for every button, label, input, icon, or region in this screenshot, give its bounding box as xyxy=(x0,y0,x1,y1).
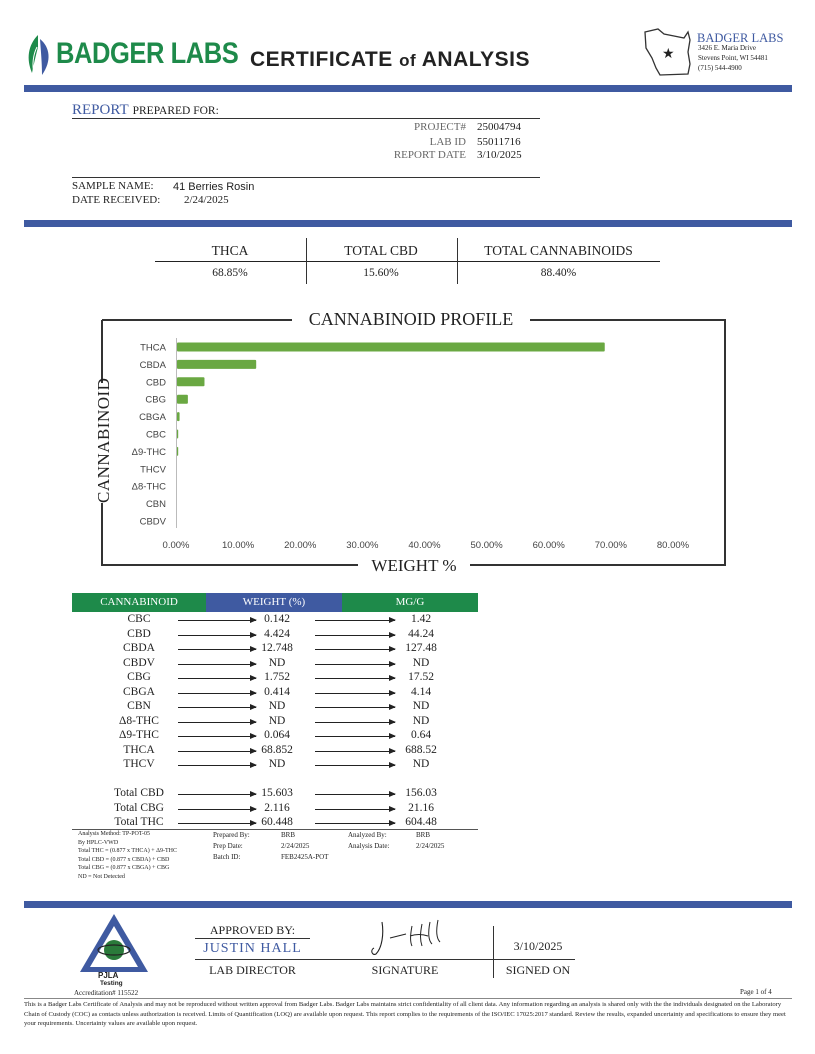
table-header-mgg: MG/G xyxy=(342,593,478,612)
weight-value: 0.142 xyxy=(264,613,290,625)
arrow-icon xyxy=(315,693,395,694)
chart-title: CANNABINOID PROFILE xyxy=(292,309,530,330)
chart-category-label: THCV xyxy=(140,464,166,476)
report-heading-rule xyxy=(72,118,540,119)
cannabinoid-name: CBDV xyxy=(123,656,155,669)
weight-value: ND xyxy=(268,714,286,727)
signed-date: 3/10/2025 xyxy=(513,939,563,953)
arrow-icon xyxy=(315,751,395,752)
pjla-label: PJLA xyxy=(98,971,119,980)
analysis-note-line: Total THC = (0.877 x THCA) + Δ9-THC xyxy=(78,848,177,854)
chart-bar xyxy=(177,377,204,386)
title-of: of xyxy=(399,51,417,70)
chart-category-label: Δ9-THC xyxy=(131,446,166,458)
title-main: CERTIFICATE xyxy=(250,48,393,71)
approval-top-rule xyxy=(195,938,310,939)
table-row xyxy=(72,715,478,730)
mgg-value: ND xyxy=(412,714,430,727)
mgg-value: ND xyxy=(412,758,430,770)
signed-on-label: SIGNED ON xyxy=(505,963,571,977)
chart-bar xyxy=(177,430,178,439)
arrow-icon xyxy=(315,765,395,766)
pjla-testing: Testing xyxy=(100,980,123,987)
cannabinoid-name: CBC xyxy=(127,613,151,625)
sample-name-value: 41 Berries Rosin xyxy=(173,181,255,193)
table-row xyxy=(72,613,478,628)
arrow-icon xyxy=(315,722,395,723)
svg-text:★: ★ xyxy=(662,46,675,62)
mgg-value: 44.24 xyxy=(408,627,434,640)
summary-thca-value: 68.85% xyxy=(212,267,248,279)
prepared-by-label: Prepared By: xyxy=(213,831,250,839)
cannabinoid-name: Δ8-THC xyxy=(119,714,159,727)
analysis-note-line: Analysis Method: TP-POT-05 xyxy=(78,831,151,837)
wisconsin-map-icon xyxy=(642,26,696,78)
director-role: LAB DIRECTOR xyxy=(209,963,296,977)
arrow-icon xyxy=(178,620,256,621)
arrow-icon xyxy=(315,664,395,665)
mgg-value: 1.42 xyxy=(410,613,432,625)
mgg-value: 688.52 xyxy=(405,743,437,756)
mgg-value: 21.16 xyxy=(408,801,434,814)
footer-disclaimer: This is a Badger Labs Certificate of Analysis and may not be reproduced without written approval from Badger Labs. Badger Labs maintains strict confidentiality of all client data. Any information regarding an analysis is shared only with the the individuals designated on the Laboratory Chain of Custody (COC) as contacts unless authorization is received. Limits of Quantification (LOQ) are available upon request. This report complies to the requirements of the ISO/IEC 17025:2017 standard. Review the results, expanded uncertainty and specifications to ensure they meet your requirements. Uncertainty values are available upon request. xyxy=(24,1001,786,1027)
chart-category-label: CBDV xyxy=(139,516,166,528)
cannabinoid-name: CBGA xyxy=(123,685,155,698)
batch-value: FEB2425A-POT xyxy=(281,853,329,861)
summary-cbd-value: 15.60% xyxy=(363,267,399,279)
analysis-note-line: Total CBG = (0.877 x CBGA) + CBG xyxy=(78,865,170,871)
table-header-weight: WEIGHT (%) xyxy=(206,593,342,612)
date-received-label: DATE RECEIVED: xyxy=(72,194,161,206)
summary-thca-label: THCA xyxy=(211,243,249,258)
cannabinoid-name: CBD xyxy=(127,627,151,640)
table-row xyxy=(72,802,478,817)
mgg-value: ND xyxy=(412,656,430,669)
chart-bar xyxy=(177,360,256,369)
report-heading-report: REPORT xyxy=(72,102,129,118)
report-info-rule xyxy=(72,177,540,178)
analysis-notes xyxy=(78,830,218,881)
cannabinoid-name: CBG xyxy=(127,671,151,683)
analyzed-by-value: BRB xyxy=(416,831,431,839)
table-row xyxy=(72,758,478,773)
cannabinoid-name: Total THC xyxy=(114,816,164,828)
chart-category-label: CBN xyxy=(145,499,166,511)
report-divider xyxy=(24,220,792,227)
table-row xyxy=(72,787,478,802)
chart-x-tick-label: 20.00% xyxy=(284,540,317,551)
table-row xyxy=(72,671,478,686)
project-value: 25004794 xyxy=(477,121,521,133)
arrow-icon xyxy=(178,809,256,810)
cannabinoid-name: Δ9-THC xyxy=(119,729,159,741)
weight-value: 0.414 xyxy=(264,685,290,698)
mgg-value: 0.64 xyxy=(410,729,432,741)
chart-x-label: WEIGHT % xyxy=(358,556,470,576)
arrow-icon xyxy=(178,794,256,795)
chart-category-label: CBC xyxy=(145,429,166,441)
arrow-icon xyxy=(315,736,395,737)
mgg-value: 604.48 xyxy=(405,816,437,828)
sample-name-label: SAMPLE NAME: xyxy=(72,180,154,192)
chart-bar xyxy=(177,447,178,456)
summary-cbd-label: TOTAL CBD xyxy=(344,243,418,258)
chart-category-label: CBG xyxy=(145,394,166,406)
date-received-value: 2/24/2025 xyxy=(184,194,229,206)
accreditation-number: Accreditation# 115522 xyxy=(74,989,139,997)
weight-value: 12.748 xyxy=(261,642,293,654)
summary-total-label: TOTAL CANNABINOIDS xyxy=(484,243,633,258)
chart-y-label: CANNABINOID xyxy=(94,377,113,503)
chart-x-tick-label: 80.00% xyxy=(656,540,690,551)
signature-label: SIGNATURE xyxy=(371,963,439,977)
cannabinoid-name: CBN xyxy=(127,700,151,712)
mgg-value: 127.48 xyxy=(405,642,437,654)
approval-divider xyxy=(24,901,792,908)
arrow-icon xyxy=(178,765,256,766)
chart-x-tick-label: 0.00% xyxy=(162,540,190,551)
chart-x-tick-label: 30.00% xyxy=(346,540,379,551)
analysis-date-value: 2/24/2025 xyxy=(416,842,445,850)
weight-value: 1.752 xyxy=(264,671,290,683)
chart-x-tick-label: 10.00% xyxy=(222,540,255,551)
analysis-note-line: Total CBD = (0.877 x CBDA) + CBD xyxy=(78,856,170,863)
weight-value: 0.064 xyxy=(264,729,290,741)
chart-bar xyxy=(177,343,605,352)
report-date-label: REPORT DATE xyxy=(393,149,466,161)
analysis-date-label: Analysis Date: xyxy=(348,842,390,850)
labid-value: 55011716 xyxy=(477,136,521,148)
table-row xyxy=(72,642,478,657)
chart-category-label: CBDA xyxy=(139,359,166,371)
title-end: ANALYSIS xyxy=(421,48,530,71)
mgg-value: 17.52 xyxy=(408,671,434,683)
chart-x-tick-label: 50.00% xyxy=(470,540,503,551)
arrow-icon xyxy=(178,736,256,737)
mgg-value: ND xyxy=(412,700,430,712)
table-row xyxy=(72,700,478,715)
report-date-value: 3/10/2025 xyxy=(477,149,522,161)
cannabinoid-name: THCA xyxy=(123,743,155,756)
mgg-value: 156.03 xyxy=(405,787,437,799)
report-heading-rest: PREPARED FOR: xyxy=(132,105,219,117)
lab-address-2: Stevens Point, WI 54481 xyxy=(698,54,768,62)
arrow-icon xyxy=(315,794,395,795)
page-number: Page 1 of 4 xyxy=(740,988,772,996)
table-row xyxy=(72,628,478,643)
lab-phone: (715) 544-4900 xyxy=(698,64,742,72)
chart-frame xyxy=(102,320,725,565)
summary-total-value: 88.40% xyxy=(540,267,577,279)
arrow-icon xyxy=(178,722,256,723)
arrow-icon xyxy=(315,620,395,621)
chart-x-tick-label: 70.00% xyxy=(594,540,627,551)
arrow-icon xyxy=(315,707,395,708)
table-row xyxy=(72,657,478,672)
arrow-icon xyxy=(178,823,256,824)
arrow-icon xyxy=(178,649,256,650)
chart-category-label: THCA xyxy=(140,342,166,354)
arrow-icon xyxy=(178,635,256,636)
chart-category-label: CBGA xyxy=(139,412,166,424)
weight-value: 68.852 xyxy=(261,743,293,756)
weight-value: 15.603 xyxy=(261,787,293,799)
lab-address-1: 3426 E. Maria Drive xyxy=(698,44,756,52)
arrow-icon xyxy=(178,664,256,665)
arrow-icon xyxy=(178,707,256,708)
header-divider xyxy=(24,85,792,92)
chart-category-label: CBD xyxy=(145,377,166,389)
prep-date-label: Prep Date: xyxy=(213,842,243,850)
prep-date-value: 2/24/2025 xyxy=(281,842,310,850)
weight-value: ND xyxy=(268,700,286,712)
chart-bar xyxy=(177,395,188,404)
arrow-icon xyxy=(315,809,395,810)
badger-labs-logo xyxy=(24,33,239,77)
analyzed-by-label: Analyzed By: xyxy=(348,831,387,839)
summary-rule xyxy=(155,261,660,262)
chart-x-tick-label: 60.00% xyxy=(532,540,565,551)
leaf-logo-icon xyxy=(24,33,54,77)
cannabinoid-name: THCV xyxy=(123,758,155,770)
table-header-cannabinoid: CANNABINOID xyxy=(72,593,206,612)
logo-text: BADGER LABS xyxy=(56,37,239,70)
cannabinoid-name: CBDA xyxy=(123,642,155,654)
weight-value: ND xyxy=(268,656,286,669)
chart-category-label: Δ8-THC xyxy=(131,481,166,493)
cannabinoid-name: Total CBG xyxy=(114,801,164,814)
table-row xyxy=(72,744,478,759)
table-row xyxy=(72,729,478,744)
arrow-icon xyxy=(178,751,256,752)
project-label: PROJECT# xyxy=(414,121,466,133)
weight-value: 60.448 xyxy=(261,816,293,828)
arrow-icon xyxy=(315,678,395,679)
analysis-note-line: ND = Not Detected xyxy=(78,873,125,880)
lab-name: BADGER LABS xyxy=(697,31,784,45)
approved-by-label: APPROVED BY: xyxy=(209,923,296,937)
arrow-icon xyxy=(178,678,256,679)
arrow-icon xyxy=(178,693,256,694)
report-heading xyxy=(72,101,219,119)
weight-value: 4.424 xyxy=(264,627,290,640)
mgg-value: 4.14 xyxy=(410,685,432,698)
arrow-icon xyxy=(315,649,395,650)
labid-label: LAB ID xyxy=(429,136,466,148)
analysis-note-line: By HPLC-VWD xyxy=(78,839,119,846)
chart-x-tick-label: 40.00% xyxy=(408,540,441,551)
footer-rule xyxy=(24,998,792,999)
signature-image xyxy=(360,914,460,960)
cannabinoid-profile-chart xyxy=(0,300,815,585)
chart-bar xyxy=(177,412,180,421)
arrow-icon xyxy=(315,823,395,824)
batch-label: Batch ID: xyxy=(213,853,241,861)
weight-value: ND xyxy=(268,758,286,770)
weight-value: 2.116 xyxy=(264,801,290,814)
prepared-by-value: BRB xyxy=(281,831,296,839)
cannabinoid-name: Total CBD xyxy=(114,787,164,799)
director-name: JUSTIN HALL xyxy=(203,941,302,956)
page-title xyxy=(250,48,530,72)
table-row xyxy=(72,686,478,701)
arrow-icon xyxy=(315,635,395,636)
